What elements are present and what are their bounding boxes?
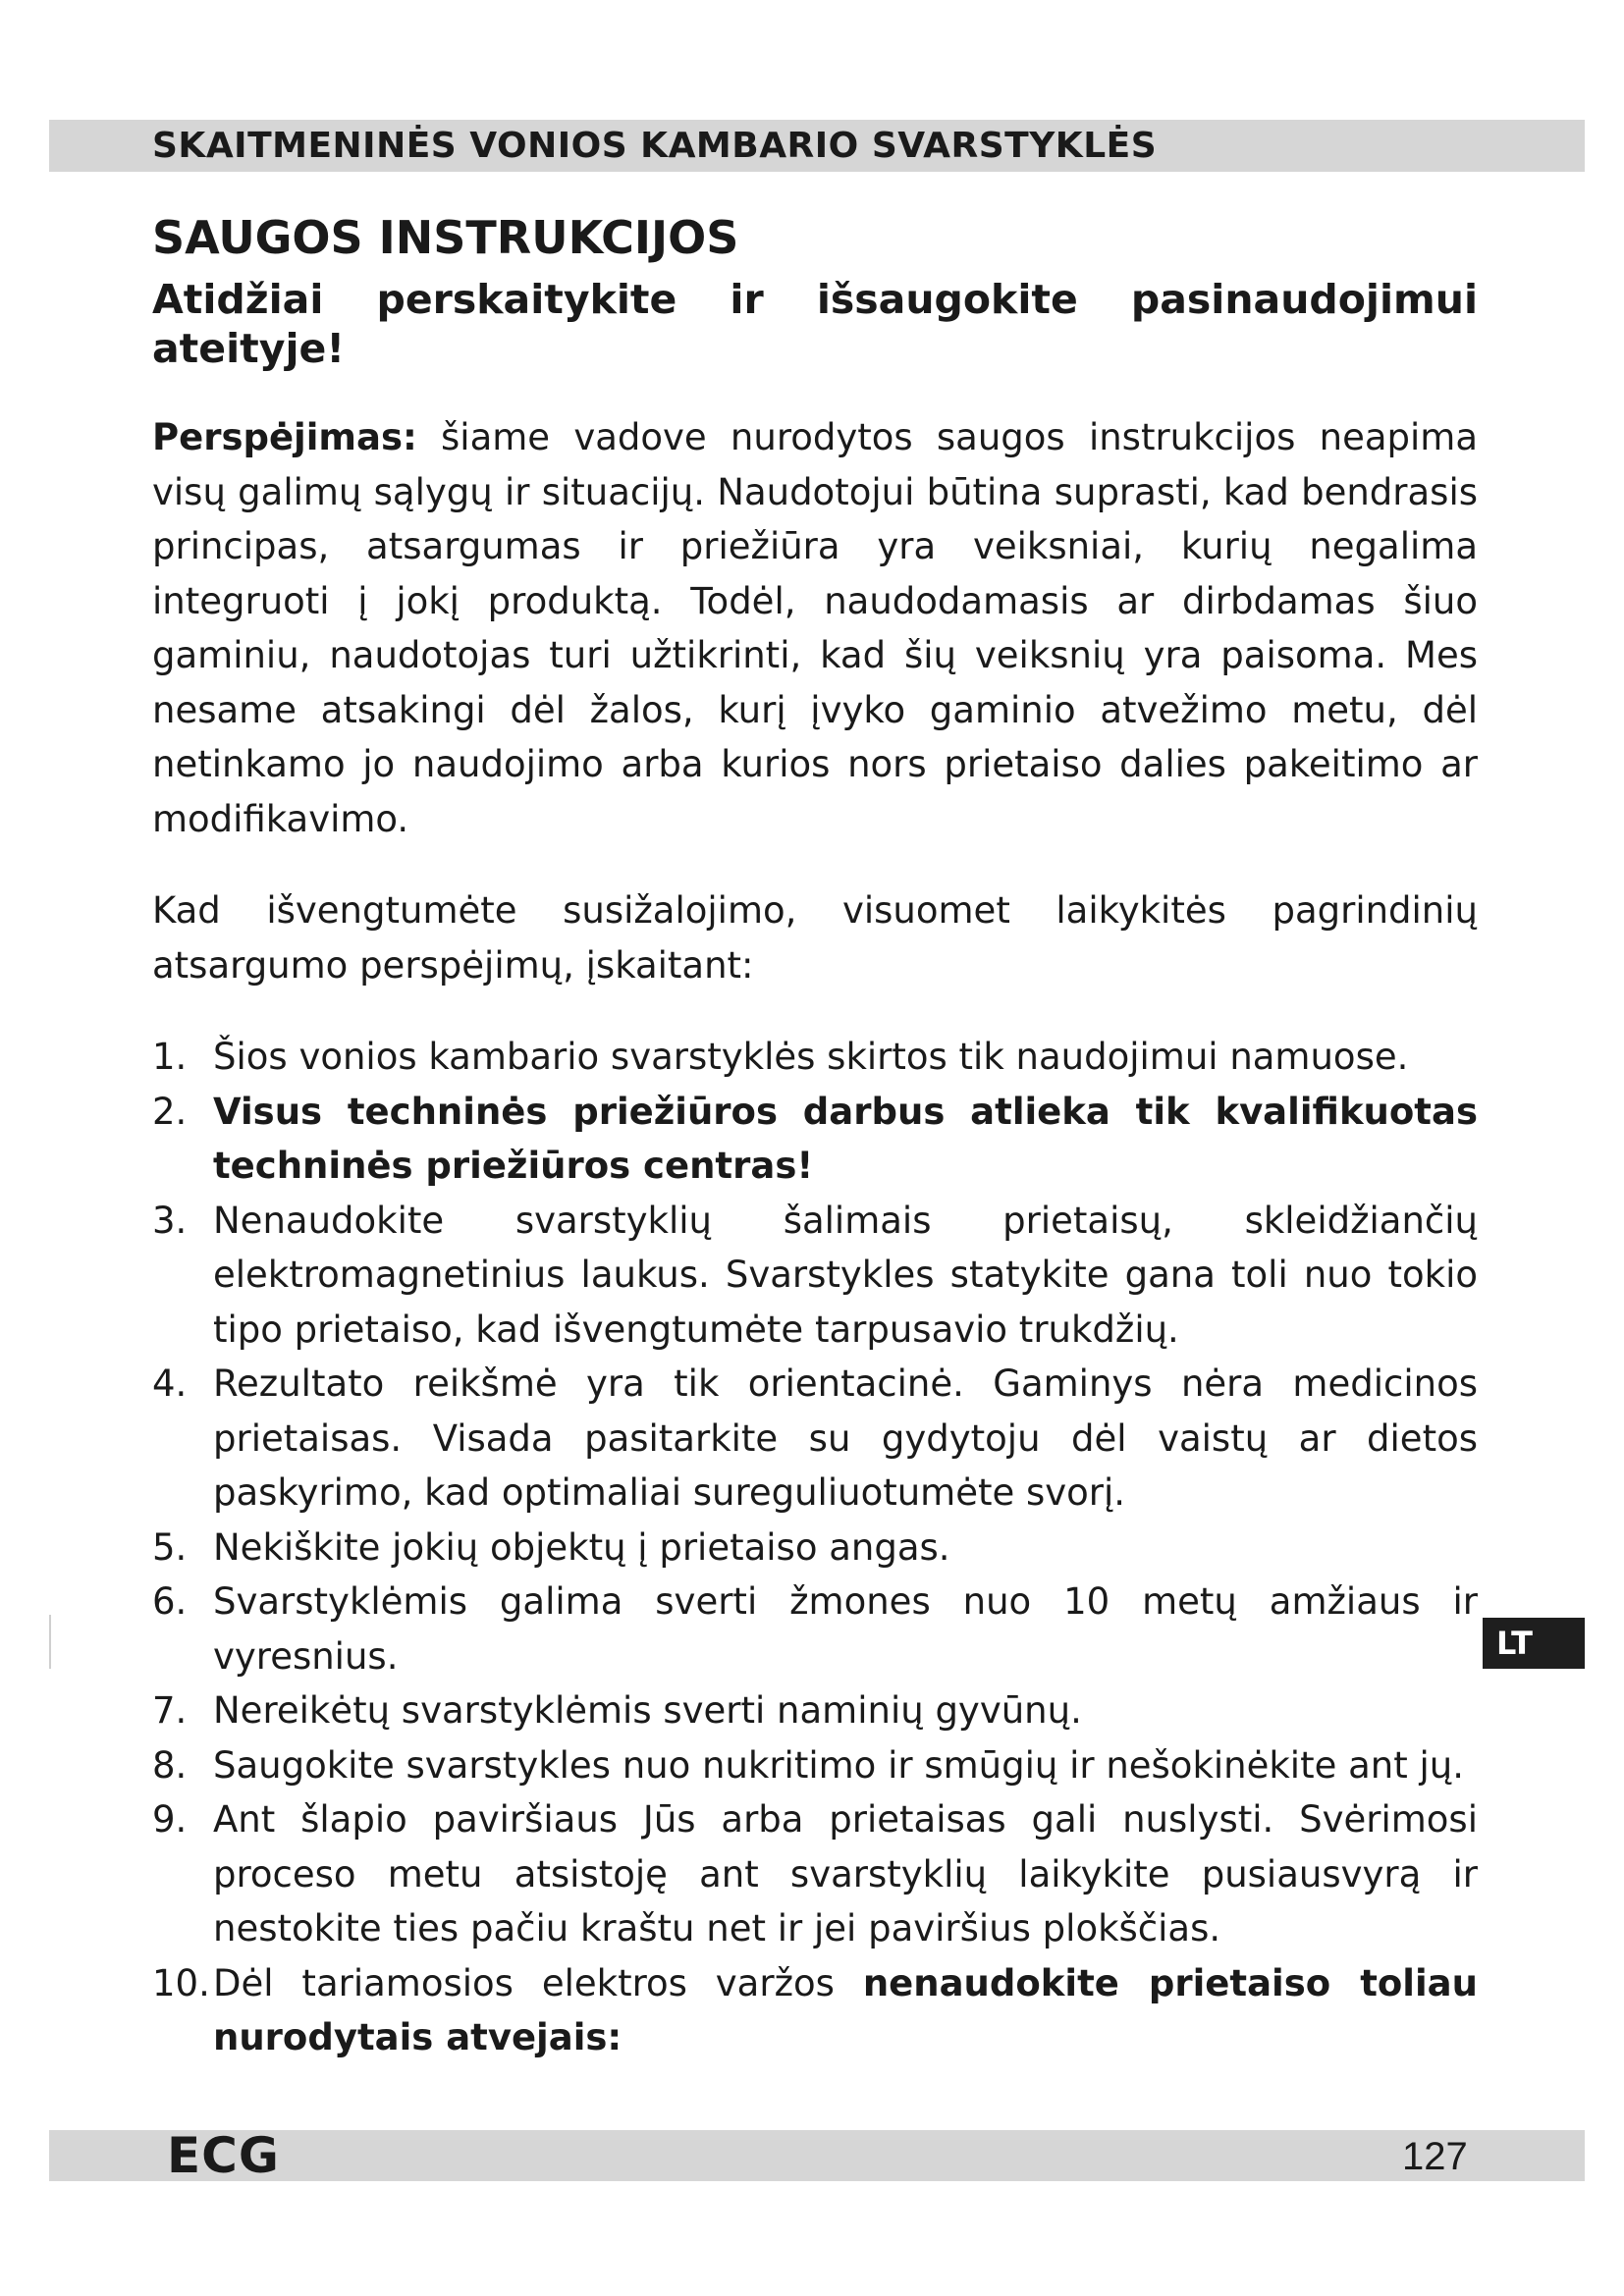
list-item <box>152 1683 1478 1738</box>
safety-list <box>152 1030 1478 2065</box>
list-item <box>152 1575 1478 1683</box>
list-item-text: Nekiškite jokių objektų į prietaiso angas. <box>213 1525 950 1569</box>
main-content <box>152 211 1478 2065</box>
list-item <box>152 1792 1478 1956</box>
warning-paragraph <box>152 410 1478 846</box>
warning-text: šiame vadove nurodytos saugos instrukcijos neapima visų galimų sąlygų ir situacijų. Naudotojui būtina suprasti, kad bendrasis principas, atsargumas ir priežiūra yra veiksniai, kurių negalima integruoti į jokį produktą. Todėl, naudodamasis ar dirbdamas šiuo gaminiu, naudotojas turi užtikrinti, kad šių veiksnių yra paisoma. Mes nesame atsakingi dėl žalos, kurį įvyko gaminio atvežimo metu, dėl netinkamo jo naudojimo arba kurios nors prietaiso dalies pakeitimo ar modifikavimo. <box>152 416 1478 840</box>
header-title: SKAITMENINĖS VONIOS KAMBARIO SVARSTYKLĖS <box>152 126 1158 166</box>
list-item-number: 5. <box>152 1525 188 1569</box>
list-item-text: Nereikėtų svarstyklėmis sverti naminių gyvūnų. <box>213 1689 1082 1733</box>
list-item <box>152 1521 1478 1575</box>
list-item-bold-text: nenaudokite prietaiso toliau nurodytais atvejais: <box>213 1961 1478 2059</box>
list-item-number: 1. <box>152 1036 188 1079</box>
list-item <box>152 1738 1478 1793</box>
section-title: SAUGOS INSTRUKCIJOS <box>152 211 739 264</box>
list-item-text: Nenaudokite svarstyklių šalimais prietaisų, skleidžiančių elektromagnetinius laukus. Svarstykles statykite gana toli nuo tokio tipo prietaiso, kad išvengtumėte tarpusavio trukdžių. <box>213 1199 1478 1351</box>
list-item-number: 10. <box>152 1961 210 2004</box>
list-item <box>152 1357 1478 1521</box>
list-item-number: 4. <box>152 1362 188 1406</box>
list-item-number: 3. <box>152 1199 188 1242</box>
brand-logo: ECG <box>167 2127 280 2184</box>
language-badge: LT <box>1483 1618 1585 1669</box>
list-item-text: Rezultato reikšmė yra tik orientacinė. Gaminys nėra medicinos prietaisas. Visada pasitarkite su gydytoju dėl vaistų ar dietos paskyrimo, kad optimaliai sureguliuotumėte svorį. <box>213 1362 1478 1515</box>
list-item <box>152 1956 1478 2065</box>
section-subtitle: Atidžiai perskaitykite ir išsaugokite pasinaudojimui ateityje! <box>152 276 1478 373</box>
list-item-number: 9. <box>152 1798 188 1842</box>
list-item-number: 7. <box>152 1689 188 1733</box>
list-item-number: 2. <box>152 1090 188 1133</box>
list-item-text: Saugokite svarstykles nuo nukritimo ir smūgių ir nešokinėkite ant jų. <box>213 1743 1464 1787</box>
list-item-text: Dėl tariamosios elektros varžos <box>213 1961 863 2004</box>
warning-label: Perspėjimas: <box>152 416 417 459</box>
page-number: 127 <box>1402 2135 1468 2178</box>
list-item <box>152 1030 1478 1085</box>
list-item-text: Svarstyklėmis galima sverti žmones nuo 10 metų amžiaus ir vyresnius. <box>213 1580 1478 1678</box>
list-item-bold-text: Visus techninės priežiūros darbus atlieka tik kvalifikuotas techninės priežiūros centras! <box>213 1090 1478 1188</box>
intro-paragraph: Kad išvengtumėte susižalojimo, visuomet laikykitės pagrindinių atsargumo perspėjimų, įskaitant: <box>152 889 1478 987</box>
list-item-number: 8. <box>152 1743 188 1787</box>
list-item <box>152 1194 1478 1358</box>
list-item-text: Šios vonios kambario svarstyklės skirtos tik naudojimui namuose. <box>213 1036 1409 1079</box>
list-item-text: Ant šlapio paviršiaus Jūs arba prietaisas gali nuslysti. Svėrimosi proceso metu atsistoję ant svarstyklių laikykite pusiausvyrą ir nestokite ties pačiu kraštu net ir jei paviršius plokščias. <box>213 1798 1478 1950</box>
list-item <box>152 1085 1478 1194</box>
list-item-number: 6. <box>152 1580 188 1624</box>
margin-mark <box>49 1615 51 1669</box>
